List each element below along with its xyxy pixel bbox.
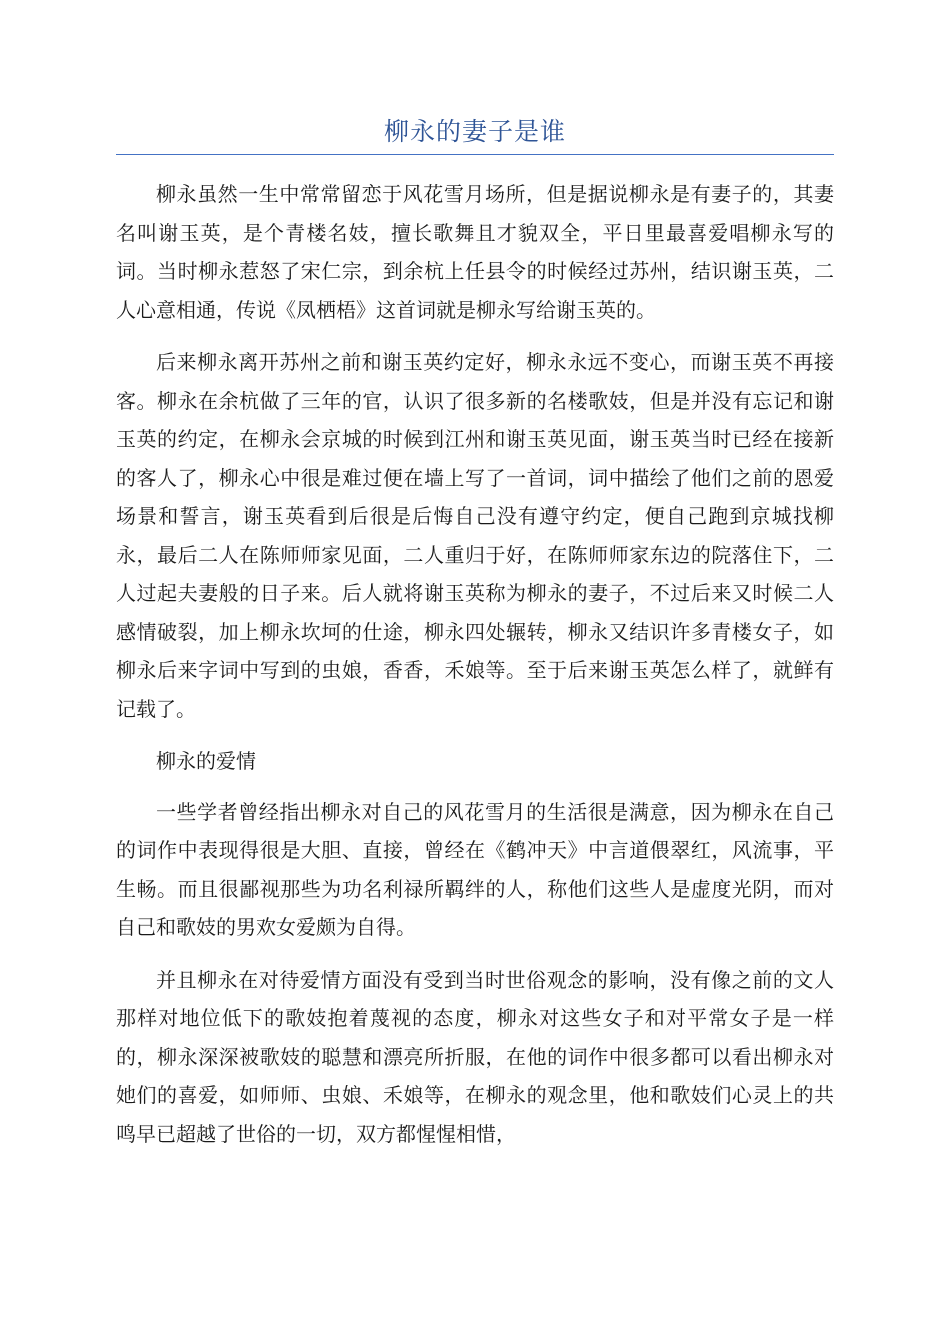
paragraph-3: 一些学者曾经指出柳永对自己的风花雪月的生活很是满意，因为柳永在自己的词作中表现得很是大胆、直接，曾经在《鹤冲天》中言道偎翠红，风流事，平生畅。而且很鄙视那些为功名利禄所羁绊的人，称他们这些人是虚度光阴，而对自己和歌妓的男欢女爱颇为自得。 (116, 799, 834, 939)
section-heading: 柳永的爱情 (156, 749, 256, 773)
paragraph-4: 并且柳永在对待爱情方面没有受到当时世俗观念的影响，没有像之前的文人那样对地位低下的歌妓抱着蔑视的态度，柳永对这些女子和对平常女子是一样的，柳永深深被歌妓的聪慧和漂亮所折服，在他的词作中很多都可以看出柳永对她们的喜爱，如师师、虫娘、禾娘等，在柳永的观念里，他和歌妓们心灵上的共鸣早已超越了世俗的一切，双方都惺惺相惜， (116, 967, 834, 1146)
paragraph-2: 后来柳永离开苏州之前和谢玉英约定好，柳永永远不变心，而谢玉英不再接客。柳永在余杭做了三年的官，认识了很多新的名楼歌妓，但是并没有忘记和谢玉英的约定，在柳永会京城的时候到江州和谢玉英见面，谢玉英当时已经在接新的客人了，柳永心中很是难过便在墙上写了一首词，词中描绘了他们之前的恩爱场景和誓言，谢玉英看到后很是后悔自己没有遵守约定，便自己跑到京城找柳永，最后二人在陈师师家见面，二人重归于好，在陈师师家东边的院落住下，二人过起夫妻般的日子来。后人就将谢玉英称为柳永的妻子，不过后来又时候二人感情破裂，加上柳永坎坷的仕途，柳永四处辗转，柳永又结识许多青楼女子，如柳永后来字词中写到的虫娘，香香，禾娘等。至于后来谢玉英怎么样了，就鲜有记载了。 (116, 350, 834, 721)
page-title: 柳永的妻子是谁 (383, 117, 566, 146)
document-body (116, 175, 834, 1167)
title-underline (116, 154, 834, 155)
paragraph-1: 柳永虽然一生中常常留恋于风花雪月场所，但是据说柳永是有妻子的，其妻名叫谢玉英，是个青楼名妓，擅长歌舞且才貌双全，平日里最喜爱唱柳永写的词。当时柳永惹怒了宋仁宗，到余杭上任县令的时候经过苏州，结识谢玉英，二人心意相通，传说《凤栖梧》这首词就是柳永写给谢玉英的。 (116, 182, 834, 322)
